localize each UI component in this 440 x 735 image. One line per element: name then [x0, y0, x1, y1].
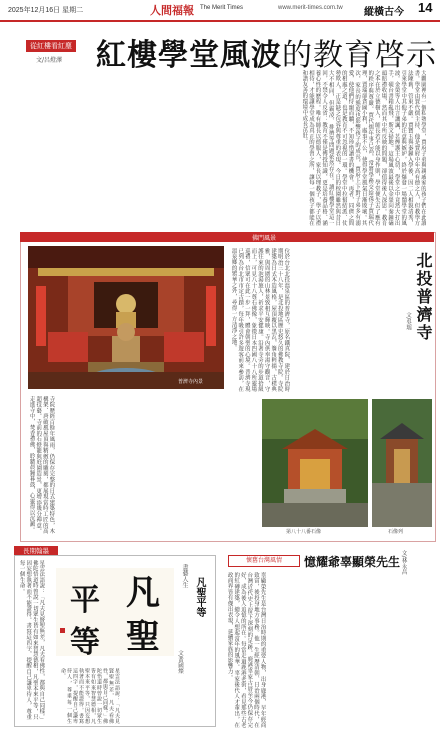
- feature-banner-label: 佛門風景: [252, 235, 277, 242]
- calligraphy-artwork: [56, 568, 174, 656]
- nostalgia-body: 辜顯榮先生是台灣日治時期的重要人物，出身鹿港，早年經商致富，後投身地方事務。他一生經歷清朝、日治兩個時代，在台灣近代史上留下深刻的足跡。鹿港辜家古厝至今仍保存完好，成為後人追憶的所在。每當走過鹿港老街，看見那些古老的紅磚建築，總令人想起當年的風華。辜家後代人才輩出，在政商界皆有傑出表現，延續家族的影響力。: [226, 572, 266, 728]
- newspaper-logo: 人間福報: [150, 4, 194, 17]
- svg-text:凡: 凡: [126, 573, 160, 613]
- stone-statue-photo: [372, 399, 432, 527]
- newspaper-url: www.merit-times.com.tw: [278, 5, 343, 11]
- calligraphy-image: [56, 568, 174, 656]
- feature-banner: [20, 232, 434, 242]
- svg-text:平: 平: [70, 583, 100, 618]
- article-body-block: [14, 70, 426, 226]
- article-headline: [96, 30, 437, 74]
- nostalgia-author-block: [400, 550, 432, 730]
- shrine-photo: [262, 399, 368, 527]
- nostalgia-body-block: [226, 572, 396, 728]
- issue-date: 2025年12月16日 星期二: [8, 7, 84, 14]
- svg-text:等: 等: [70, 625, 100, 656]
- calligraphy-author: 文/黃國燦: [177, 650, 183, 674]
- calligraphy-body-block: [60, 668, 188, 724]
- newspaper-header: [0, 0, 440, 22]
- nostalgia-headline: 憶耀爺辜顯榮先生: [304, 555, 401, 569]
- column-tag: 從紅樓看紅塵: [26, 40, 76, 52]
- svg-text:聖: 聖: [126, 617, 160, 656]
- calligraphy-title: 凡聖平等: [194, 577, 205, 617]
- feature-body: 位於台北北投溫泉區的普濟寺，原名鐵真院，建於日治時期明治三十八年，是北投地區歷史悠久的佛教寺院。寺院建築為日式木造風格，屋頂覆以黑瓦，簷角輕揚，古樸典雅，與周圍的山林景致相互輝映。寺內供奉湯守觀音，守護往來的泡湯旅人，祈求平安健康。沿著寺旁的步道拾級而上，可見八十八尊石佛像，象徵日本四國八十八所靈場巡禮，信眾可在此一步一拜，體會朝聖的心境。普濟寺現已列為台北市市定古蹟，每年吸引許多遊客前來參訪，在溫泉鄉的繁華之外，尋得一方清淨之地。: [230, 248, 290, 392]
- feature-body2-block: [28, 396, 256, 534]
- newspaper-logo-en: The Merit Times: [200, 5, 244, 11]
- feature-body-block: [230, 248, 400, 392]
- headline-bold: 紅樓學堂風波: [96, 38, 282, 73]
- shrine-image: [262, 399, 368, 527]
- feature-body2: 寺院歷經百餘年風雨，仍保存完整的日式建築特色，木構架、唐破風屋頂與精緻的雕刻，都展現當時工匠的高超技藝。寺前的石燈籠與庭園造景，更增添幾分禪意。走進寺中，焚香禮佛，聆聽晨鐘暮鼓，心靈得以沉澱。: [28, 396, 55, 534]
- stone-statue-image: [372, 399, 432, 527]
- calligraphy-body: 星雲法語說：「凡夫見賢聖無差，凡夫看佛性，都與自己同樣。」佛陀悟道時曾說一切眾生皆有如來智慧德相，凡聖本來平等，只因妄想執著而不能證得。書寫這四字，提醒自己謙卑待人，尊重每一個生命。: [60, 668, 120, 724]
- feature-title: 北投普濟寺: [414, 252, 433, 342]
- headline-thin: 的教育啓示: [282, 38, 437, 73]
- feature-author: 文/吳瑞: [405, 312, 411, 331]
- photo2-caption: 第八十八番石像: [286, 529, 322, 535]
- calligraphy-side-text-block: [18, 560, 54, 720]
- nostalgia-tag: 懷舊台灣風情: [228, 555, 300, 567]
- nostalgia-author: 文/林永昌: [400, 550, 407, 575]
- temple-interior-image: [28, 246, 224, 389]
- article-body: 大觀園裡有一個私塾學堂，賈府子弟與親戚家的孩子們在此讀書。學堂由賈代儒主持，他是賈府中年高有德之人，但教學方法陳舊，管束不嚴。賈寶玉與秦鐘入學後，因二人相貌清秀，引來學堂中其他子弟的注意與嫉妒，終於爆發一場鬧學堂的風波。金榮等人出言譏諷，茗煙護主心切，學堂之中竟然大打出手，硯台書箱亂飛，斯文掃地。這場風波最後以金榮向秦鐘磕頭賠禮收場，然而其中所反映的問題，卻值得後人深思。教育之本在於立德樹人，師長若不能以身作則，學堂便失去了應有的秩序與尊嚴。賈代儒年事已高，常將學務交給孫子賈瑞代理，賈瑞卻貪圖小利，處事不公，使得學堂風氣日漸敗壞。其次，家長的態度也影響孩子的成長，賈府上下對子弟多有溺愛，使他們恃寵而驕，不知珍惜讀書的機會。再者，同儕之間的相處之道，也是教育不可忽視的一環。學堂中拉幫結派、仗勢欺人，正是缺乏包容與尊重的表現。今日的校園雖然與昔日大不相同，但霸凌、排擠等問題依然存在。讀紅樓學堂這一回，不禁令人反省：教育不僅是傳授知識，更是培養品格、涵養心性的歷程。唯有師長以德服人，家長以理教子，學子以禮相待，才能讓學堂成為真正的學習之所，讓每一個孩子都能在和諧友善的環境中成長茁壯。: [301, 70, 426, 226]
- article-author: 文/呂燈澤: [36, 57, 63, 64]
- calligraphy-tag: 長期翰墨: [14, 546, 58, 556]
- calligraphy-side-text: 星雲法語說：「凡夫見賢聖無差，凡夫看佛性，都與自己同樣。」佛陀悟道時曾說一切眾生皆有如來智慧德相，凡聖本來平等，只因妄想執著而不能證得。書寫這四字，提醒自己謙卑待人，尊重每一個生命。: [18, 560, 45, 720]
- calligraphy-subtitle: 書藝人生: [181, 564, 188, 588]
- temple-interior-photo: [28, 246, 224, 389]
- section-name: 縱橫古今: [364, 7, 404, 18]
- photo1-caption: 普濟寺內景: [178, 379, 204, 385]
- photo3-caption: 石像列: [388, 529, 404, 535]
- page-number: 14: [418, 0, 433, 15]
